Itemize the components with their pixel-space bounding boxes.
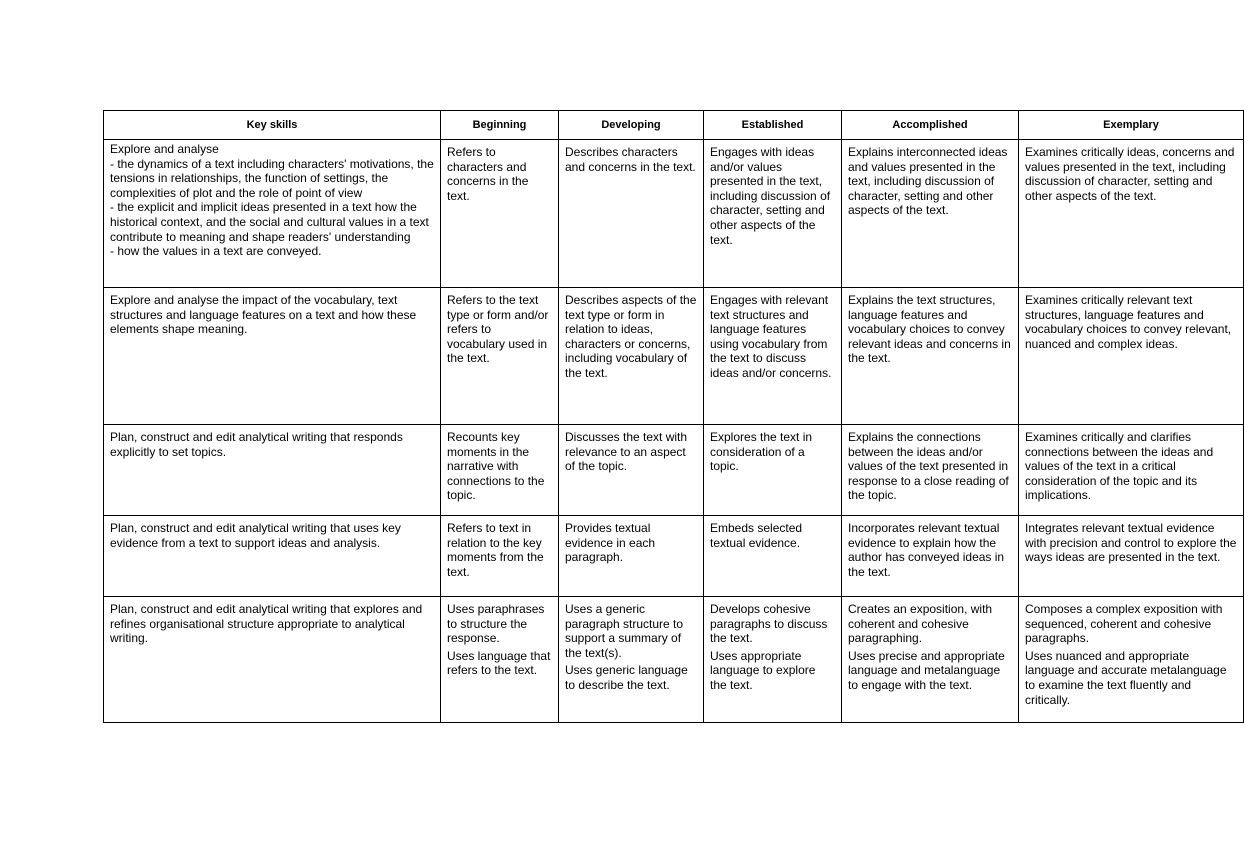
- table-row: [104, 425, 1244, 516]
- descriptor-text: Refers to text in relation to the key moments from the text.: [447, 521, 544, 579]
- descriptor-text: Refers to characters and concerns in the text.: [447, 145, 529, 203]
- established-cell: [704, 597, 842, 723]
- header-developing: Developing: [559, 111, 704, 140]
- descriptor-text: Recounts key moments in the narrative with connections to the topic.: [447, 430, 545, 503]
- table-row: [104, 516, 1244, 597]
- exemplary-cell: [1019, 288, 1244, 425]
- beginning-cell: [441, 288, 559, 425]
- skill-text: Plan, construct and edit analytical writing that uses key evidence from a text to support ideas and analysis.: [110, 521, 401, 550]
- established-cell: [704, 516, 842, 597]
- header-row: [104, 111, 1244, 140]
- descriptor-text: Engages with relevant text structures and language features using vocabulary from the text to discuss ideas and/or concerns.: [710, 293, 832, 380]
- key-skill-cell: [104, 140, 441, 288]
- developing-cell: [559, 425, 704, 516]
- descriptor-text: Discusses the text with relevance to an aspect of the topic.: [565, 430, 688, 474]
- descriptor-text: Embeds selected textual evidence.: [710, 521, 803, 550]
- skill-text: - the explicit and implicit ideas presented in a text how the historical context, and the social and cultural values in a text contribute to meaning and shape readers' understanding: [110, 200, 429, 244]
- descriptor-text: Uses language that refers to the text.: [447, 648, 551, 678]
- accomplished-cell: [842, 288, 1019, 425]
- beginning-cell: [441, 140, 559, 288]
- established-cell: [704, 288, 842, 425]
- descriptor-text: Engages with ideas and/or values presented in the text, including discussion of character, setting and other aspects of the text.: [710, 145, 831, 247]
- header-established: Established: [704, 111, 842, 140]
- established-cell: [704, 140, 842, 288]
- key-skill-cell: [104, 288, 441, 425]
- key-skill-cell: [104, 425, 441, 516]
- descriptor-text: Uses appropriate language to explore the text.: [710, 648, 816, 692]
- exemplary-cell: [1019, 597, 1244, 723]
- accomplished-cell: [842, 597, 1019, 723]
- descriptor-text: Incorporates relevant textual evidence to explain how the author has conveyed ideas in the text.: [848, 521, 1005, 579]
- skill-text: Plan, construct and edit analytical writing that responds explicitly to set topics.: [110, 430, 403, 459]
- accomplished-cell: [842, 140, 1019, 288]
- header-beginning: Beginning: [441, 111, 559, 140]
- table-row: [104, 288, 1244, 425]
- established-cell: [704, 425, 842, 516]
- exemplary-cell: [1019, 425, 1244, 516]
- descriptor-text: Refers to the text type or form and/or refers to vocabulary used in the text.: [447, 293, 549, 366]
- developing-cell: [559, 516, 704, 597]
- descriptor-text: Describes aspects of the text type or form in relation to ideas, characters or concerns, including vocabulary of the text.: [565, 293, 697, 380]
- developing-cell: [559, 288, 704, 425]
- header-key-skills: Key skills: [104, 111, 441, 140]
- skill-text: Plan, construct and edit analytical writing that explores and refines organisational structure appropriate to analytical writing.: [110, 602, 423, 646]
- descriptor-text: Develops cohesive paragraphs to discuss the text.: [710, 602, 828, 646]
- descriptor-text: Explores the text in consideration of a topic.: [710, 430, 813, 474]
- rubric-table: [103, 110, 1244, 723]
- table-row: [104, 597, 1244, 723]
- key-skill-cell: [104, 516, 441, 597]
- descriptor-text: Examines critically relevant text structures, language features and vocabulary choices to convey relevant, nuanced and complex ideas.: [1025, 293, 1232, 351]
- table-row: [104, 140, 1244, 288]
- descriptor-text: Uses a generic paragraph structure to support a summary of the text(s).: [565, 602, 684, 660]
- skill-text: Explore and analyse: [110, 142, 219, 156]
- header-accomplished: Accomplished: [842, 111, 1019, 140]
- descriptor-text: Explains the text structures, language features and vocabulary choices to convey relevant ideas and concerns in the text.: [848, 293, 1011, 366]
- accomplished-cell: [842, 516, 1019, 597]
- descriptor-text: Integrates relevant textual evidence with precision and control to explore the ways ideas are presented in the text.: [1025, 521, 1237, 565]
- descriptor-text: Uses precise and appropriate language and metalanguage to engage with the text.: [848, 648, 1005, 692]
- descriptor-text: Examines critically ideas, concerns and values presented in the text, including discussion of character, setting and other aspects of the text.: [1025, 145, 1235, 203]
- key-skill-cell: [104, 597, 441, 723]
- descriptor-text: Uses generic language to describe the text.: [565, 663, 688, 692]
- descriptor-text: Uses nuanced and appropriate language and accurate metalanguage to examine the text fluently and critically.: [1025, 648, 1227, 707]
- skill-text: - the dynamics of a text including characters' motivations, the tensions in relationships, the function of settings, the complexities of plot and the role of point of view: [110, 156, 434, 200]
- exemplary-cell: [1019, 140, 1244, 288]
- exemplary-cell: [1019, 516, 1244, 597]
- descriptor-text: Provides textual evidence in each paragraph.: [565, 521, 656, 565]
- descriptor-text: Explains the connections between the ideas and/or values of the text presented in response to a close reading of the topic.: [848, 430, 1009, 503]
- beginning-cell: [441, 425, 559, 516]
- skill-text: Explore and analyse the impact of the vocabulary, text structures and language features on a text and how these elements shape meaning.: [110, 293, 417, 337]
- header-exemplary: Exemplary: [1019, 111, 1244, 140]
- descriptor-text: Uses paraphrases to structure the response.: [447, 602, 545, 646]
- developing-cell: [559, 140, 704, 288]
- descriptor-text: Creates an exposition, with coherent and cohesive paragraphing.: [848, 602, 993, 646]
- beginning-cell: [441, 597, 559, 723]
- descriptor-text: Examines critically and clarifies connections between the ideas and values of the text in a critical consideration of the topic and its implications.: [1025, 430, 1214, 503]
- skill-text: - how the values in a text are conveyed.: [110, 244, 322, 259]
- developing-cell: [559, 597, 704, 723]
- descriptor-text: Describes characters and concerns in the text.: [565, 145, 696, 174]
- beginning-cell: [441, 516, 559, 597]
- descriptor-text: Explains interconnected ideas and values presented in the text, including discussion of character, setting and other aspects of the text.: [848, 145, 1008, 218]
- accomplished-cell: [842, 425, 1019, 516]
- descriptor-text: Composes a complex exposition with sequenced, coherent and cohesive paragraphs.: [1025, 602, 1223, 646]
